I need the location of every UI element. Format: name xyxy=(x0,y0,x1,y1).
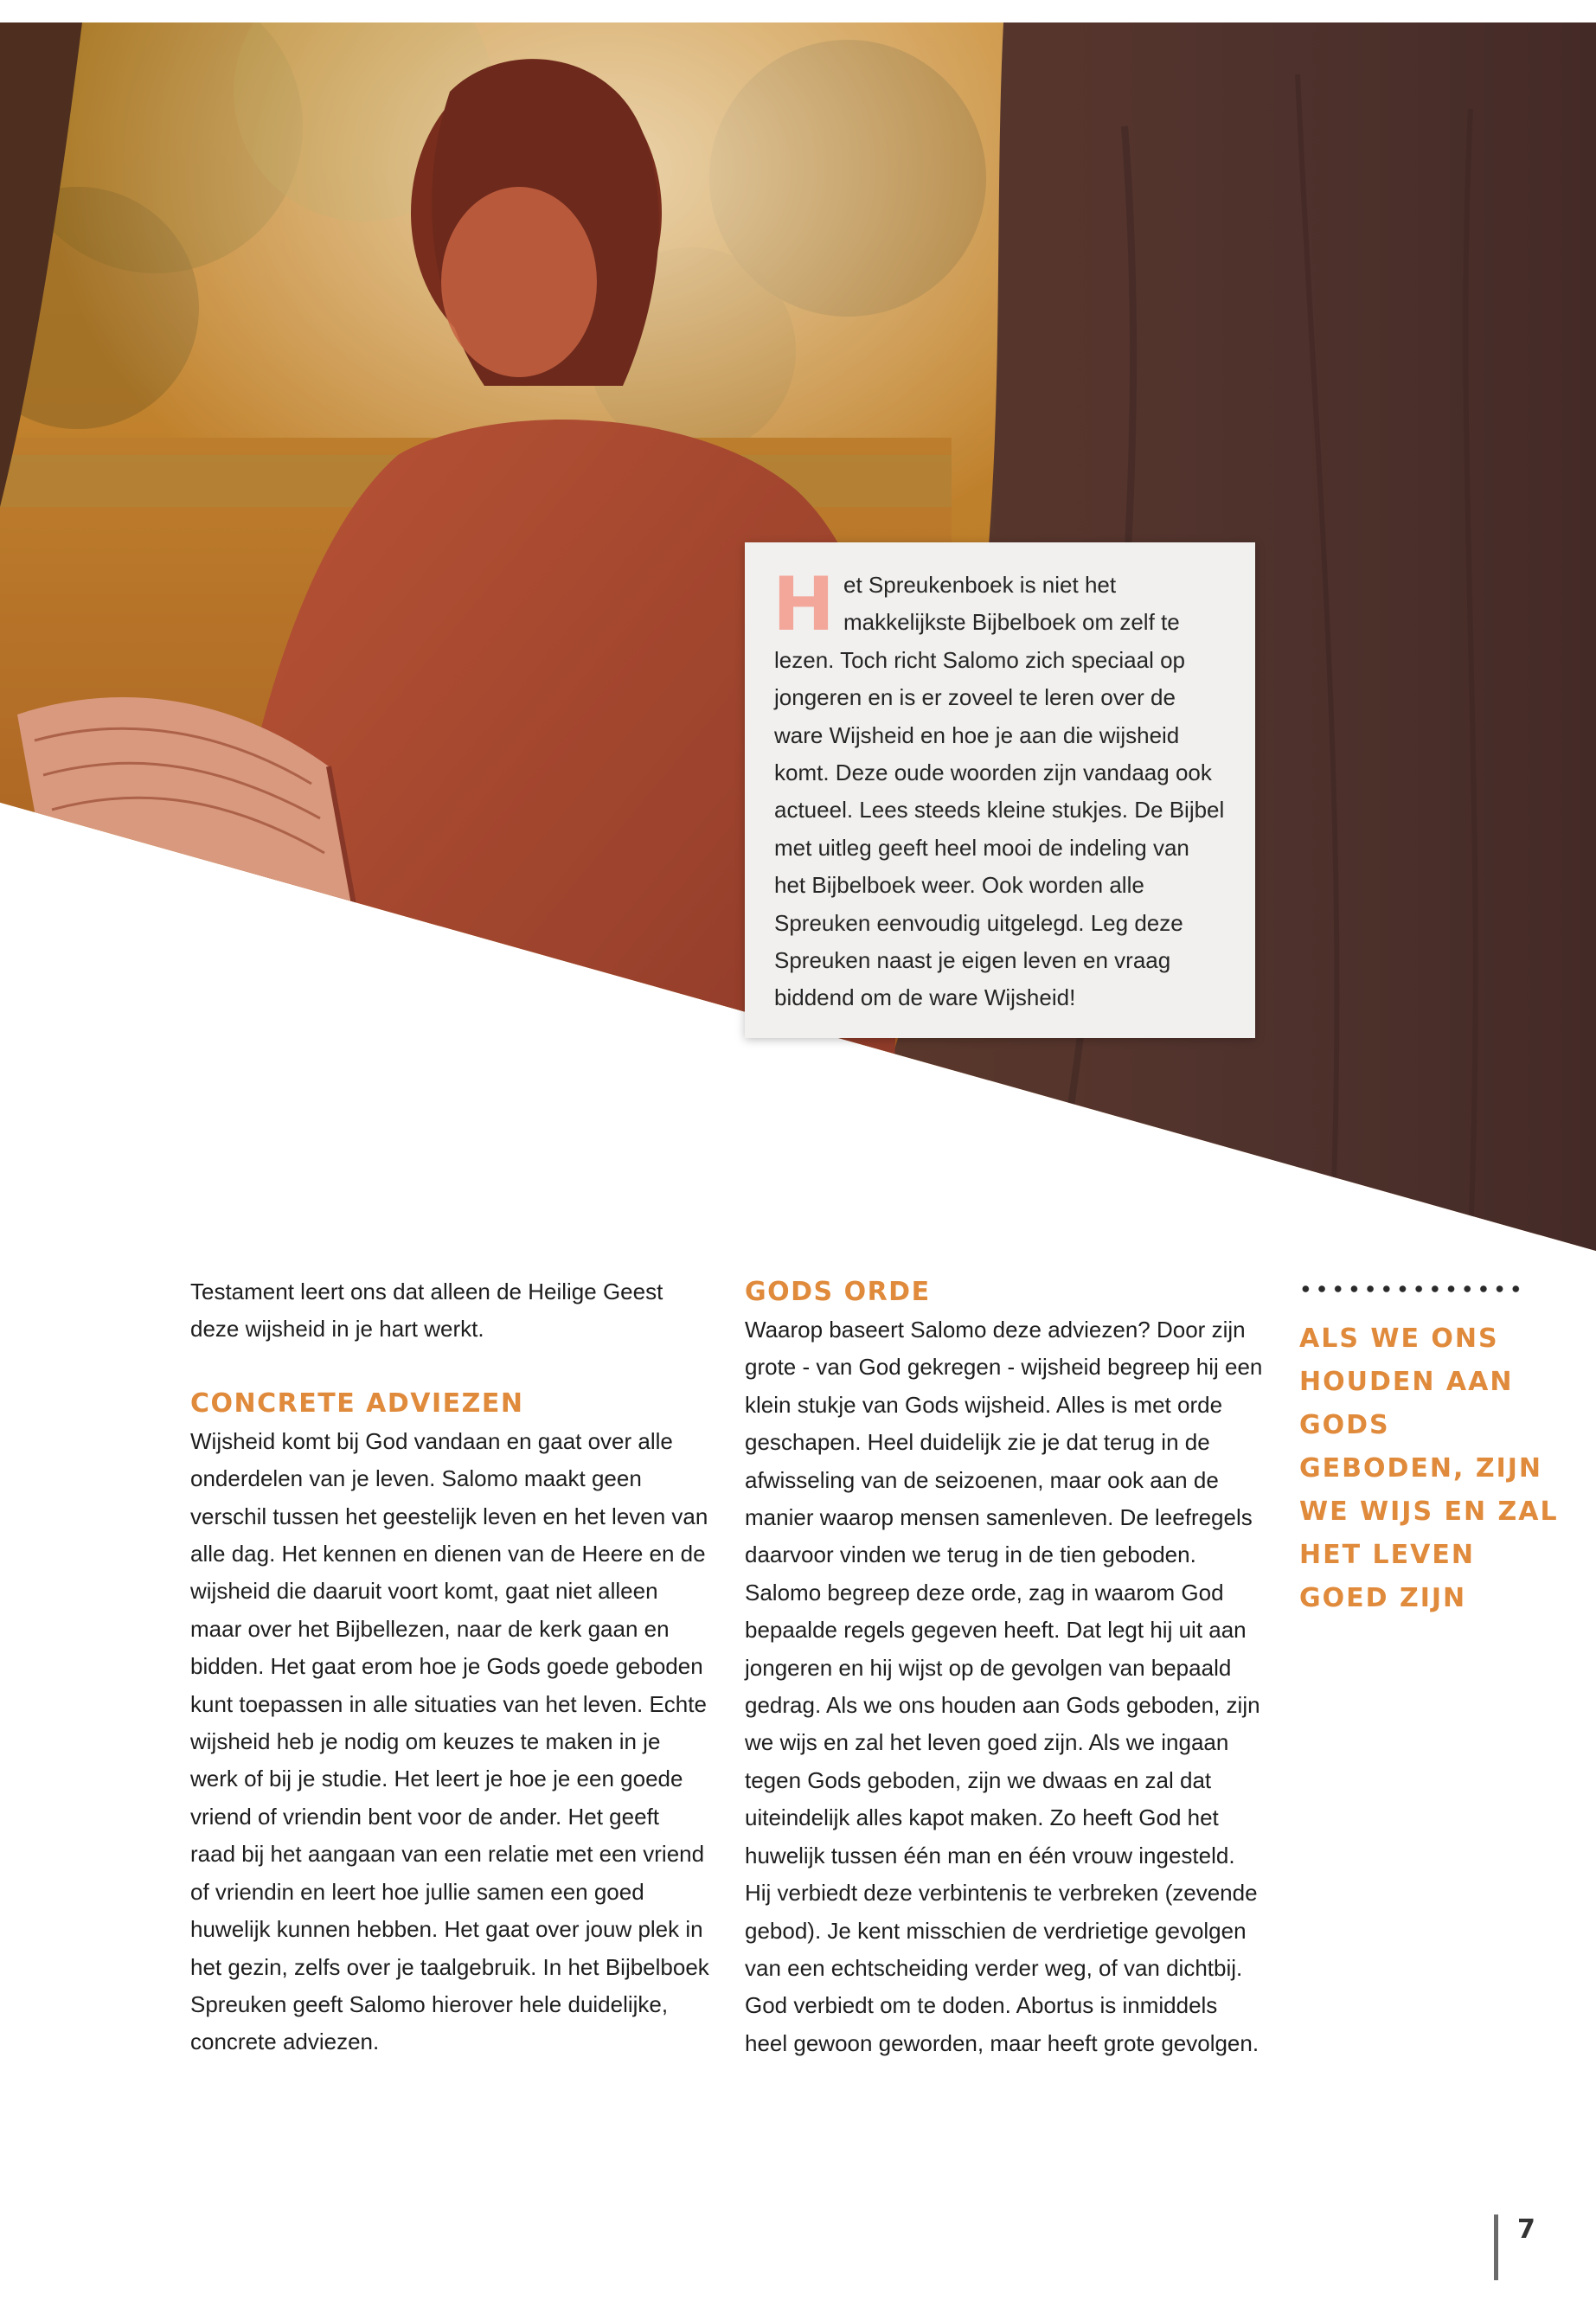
intro-text: et Spreukenboek is niet het makkelijkste Bijbelboek om zelf te lezen. Toch richt Salomo zich speciaal op jongeren en is er zoveel te leren over de ware Wijsheid en hoe je aan die wijsheid komt. Deze oude woorden zijn vandaag ook actueel. Lees steeds kleine stukjes. De Bijbel met uitleg geeft heel mooi de indeling van het Bijbelboek weer. Ook worden alle Spreuken eenvoudig uitgelegd. Leg deze Spreuken naast je eigen leven en vraag biddend om de ware Wijsheid! xyxy=(774,572,1225,1011)
section-heading-concrete-adviezen: CONCRETE ADVIEZEN xyxy=(190,1388,524,1419)
page-number: 7 xyxy=(1517,2214,1535,2245)
left-column xyxy=(190,1273,709,2061)
drop-cap: H xyxy=(772,561,835,648)
pull-quote: ALS WE ONS HOUDEN AAN GODS GEBODEN, ZIJN WE WIJS EN ZAL HET LEVEN GOED ZIJN xyxy=(1299,1324,1559,1613)
section-heading-gods-orde: GODS ORDE xyxy=(745,1277,931,1307)
page-number-rule xyxy=(1494,2214,1498,2280)
body-paragraph: Wijsheid komt bij God vandaan en gaat over alle onderdelen van je leven. Salomo maakt geen verschil tussen het geestelijk leven en het leven van alle dag. Het kennen en dienen van de Heere en de wijsheid die daaruit voort komt, gaat niet alleen maar over het Bijbellezen, naar de kerk gaan en bidden. Het gaat erom hoe je Gods goede geboden kunt toepassen in alle situaties van het leven. Echte wijsheid heb je nodig om keuzes te maken in je werk of bij je studie. Het leert je hoe je een goede vriend of vriendin bent voor de ander. Het geeft raad bij het aangaan van een relatie met een vriend of vriendin en leert hoe jullie samen een goed huwelijk kunnen hebben. Het gaat over jouw plek in het gezin, zelfs over je taalgebruik. In het Bijbelboek Spreuken geeft Salomo hierover hele duidelijke, concrete adviezen. xyxy=(190,1427,709,2055)
intro-text-box xyxy=(745,542,1255,1038)
continuation-paragraph: Testament leert ons dat alleen de Heilige Geest deze wijsheid in je hart werkt. xyxy=(190,1279,663,1343)
middle-column xyxy=(745,1273,1264,2062)
body-paragraph: Waarop baseert Salomo deze adviezen? Door zijn grote - van God gekregen - wijsheid begreep hij een klein stukje van Gods wijsheid. Alles is met orde geschapen. Heel duidelijk zie je dat terug in de afwisseling van de seizoenen, maar ook aan de manier waarop mensen samenleven. De leefregels daarvoor vinden we terug in de tien geboden. Salomo begreep deze orde, zag in waarom God bepaalde regels gegeven heeft. Dat legt hij uit aan jongeren en hij wijst op de gevolgen van bepaald gedrag. Als we ons houden aan Gods geboden, zijn we wijs en zal het leven goed zijn. Als we ingaan tegen Gods geboden, zijn we dwaas en zal dat uiteindelijk alles kapot maken. Zo heeft God het huwelijk tussen één man en één vrouw ingesteld. Hij verbiedt deze verbintenis te verbreken (zevende gebod). Je kent misschien de verdrietige gevolgen van een echtscheiding verder weg, of van dichtbij. God verbiedt om te doden. Abortus is inmiddels heel gewoon geworden, maar heeft grote gevolgen. xyxy=(745,1317,1263,2056)
dotted-divider xyxy=(1298,1284,1526,1294)
